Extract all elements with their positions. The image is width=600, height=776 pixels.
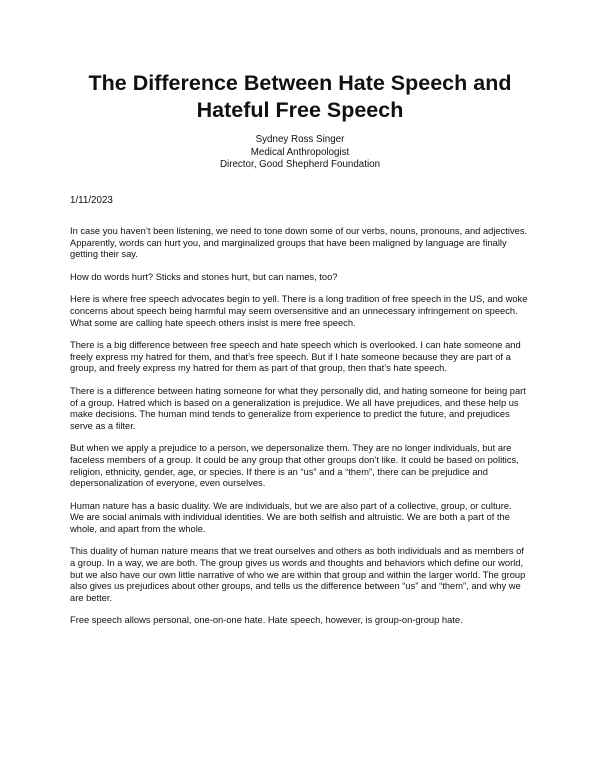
paragraph: How do words hurt? Sticks and stones hurt, but can names, too? [70, 271, 338, 282]
author-organization: Director, Good Shepherd Foundation [219, 159, 381, 170]
paragraph: But when we apply a prejudice to a person, we depersonalize them. They are no longer individuals, but are faceless members of a group. It could be any group that other groups don’t like. It could be based on politics, religion, ethnicity, gender, age, or species. If there is an “us” and a “them”, there can be prejudice and depersonalization of everyone, even ourselves. [70, 443, 519, 489]
paragraph: Human nature has a basic duality. We are individuals, but we are also part of a collective, group, or culture. We are social animals with individual identities. We are both selfish and altruistic. We are both a part of the whole, and apart from the whole. [70, 500, 512, 534]
author-name: Sydney Ross Singer [255, 134, 345, 145]
author-role: Medical Anthropologist [250, 146, 350, 158]
paragraph: In case you haven’t been listening, we need to tone down some of our verbs, nouns, pronouns, and adjectives. Apparently, words can hurt you, and marginalized groups that have been maligned by language are finally getting their say. [70, 226, 528, 260]
author-block [100, 134, 500, 172]
document-body [70, 226, 528, 638]
document-title: The Difference Between Hate Speech and Hateful Free Speech [88, 71, 512, 122]
paragraph: This duality of human nature means that we treat ourselves and others as both individuals and as members of a group. In a way, we are both. The group gives us words and thoughts and behaviors which define our world, but we also have our own little narrative of who we are within that group and within the larger world. The group also gives us prejudices about other groups, and tells us the difference between “us” and “them”, and why we are better. [70, 546, 526, 603]
document-date: 1/11/2023 [70, 195, 113, 206]
paragraph: Free speech allows personal, one-on-one hate. Hate speech, however, is group-on-group hate. [70, 615, 463, 626]
paragraph: There is a difference between hating someone for what they personally did, and hating someone for being part of a group. Hatred which is based on a generalization is prejudice. We all have prejudices, and these help us make decisions. The human mind tends to generalize from experience to predict the future, and prejudices serve as a filter. [70, 385, 526, 431]
paragraph: There is a big difference between free speech and hate speech which is overlooked. I can hate someone and freely express my hatred for them, and that’s free speech. But if I hate someone because they are part of a group, and freely express my hatred for them as part of that group, then that’s hate speech. [70, 340, 521, 374]
paragraph: Here is where free speech advocates begin to yell. There is a long tradition of free speech in the US, and woke concerns about speech being harmful may seem oversensitive and an unnecessary infringement on speech. What some are calling hate speech others insist is mere free speech. [70, 294, 528, 328]
